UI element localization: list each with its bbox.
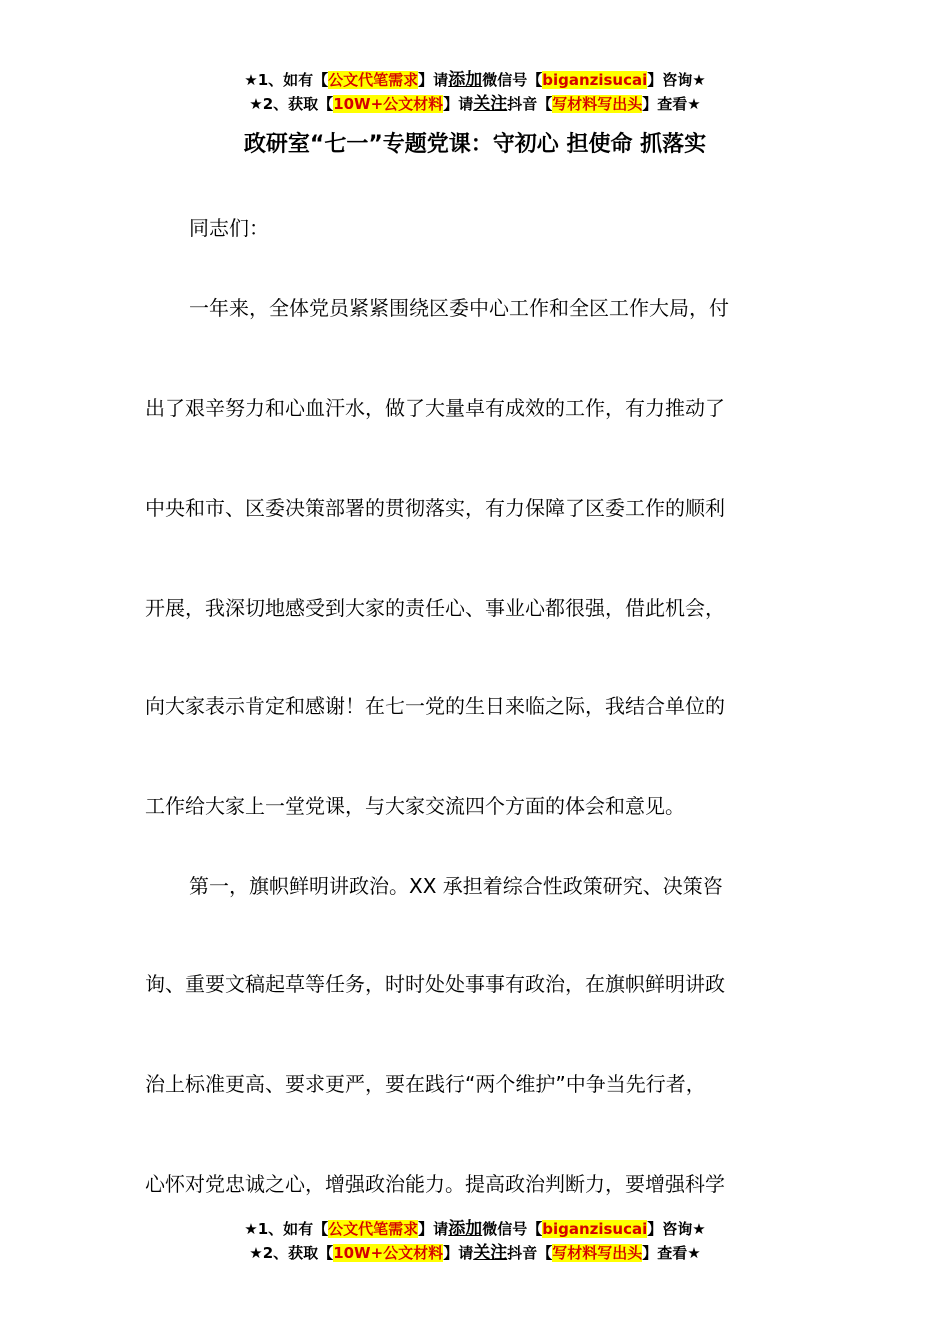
promo-text: 】咨询★ (647, 1220, 706, 1238)
promo-text: ★1、如有【 (244, 71, 329, 89)
paragraph-line: 第一，旗帜鲜明讲政治。XX 承担着综合性政策研究、决策咨 (189, 874, 723, 898)
promo-header (0, 68, 950, 116)
promo-emphasis: 关注 (473, 94, 508, 114)
promo-line-2 (0, 92, 950, 116)
promo-text: 抖音【 (507, 95, 553, 113)
promo-highlight: 10W+公文材料 (333, 95, 444, 113)
salutation: 同志们： (189, 216, 269, 240)
promo-emphasis: 添加 (448, 70, 483, 90)
paragraph-line: 心怀对党忠诚之心，增强政治能力。提高政治判断力，要增强科学 (145, 1172, 725, 1196)
promo-line-1 (0, 1217, 950, 1241)
promo-text: 】请 (418, 1220, 449, 1238)
promo-highlight: 写材料写出头 (552, 95, 643, 113)
promo-text: 】请 (443, 1244, 474, 1262)
promo-text: 】查看★ (642, 1244, 701, 1262)
promo-line-1 (0, 68, 950, 92)
paragraph-line: 工作给大家上一堂党课，与大家交流四个方面的体会和意见。 (145, 794, 685, 818)
promo-emphasis: 添加 (448, 1219, 483, 1239)
promo-text: ★2、获取【 (249, 1244, 334, 1262)
promo-text: 抖音【 (507, 1244, 553, 1262)
paragraph-line: 询、重要文稿起草等任务，时时处处事事有政治，在旗帜鲜明讲政 (145, 972, 725, 996)
promo-highlight: 写材料写出头 (552, 1244, 643, 1262)
paragraph-line: 治上标准更高、要求更严，要在践行“两个维护”中争当先行者， (145, 1072, 706, 1096)
promo-highlight: biganzisucai (542, 71, 648, 89)
promo-text: ★2、获取【 (249, 95, 334, 113)
paragraph-line: 开展，我深切地感受到大家的责任心、事业心都很强，借此机会， (145, 596, 725, 620)
promo-highlight: 公文代笔需求 (328, 71, 419, 89)
promo-text: 】咨询★ (647, 71, 706, 89)
promo-text: 】请 (443, 95, 474, 113)
promo-footer (0, 1217, 950, 1265)
paragraph-line: 出了艰辛努力和心血汗水，做了大量卓有成效的工作，有力推动了 (145, 396, 725, 420)
promo-text: 】查看★ (642, 95, 701, 113)
promo-highlight: biganzisucai (542, 1220, 648, 1238)
paragraph-line: 向大家表示肯定和感谢！在七一党的生日来临之际，我结合单位的 (145, 694, 725, 718)
page-title: 政研室“七一”专题党课：守初心 担使命 抓落实 (243, 132, 707, 157)
promo-highlight: 公文代笔需求 (328, 1220, 419, 1238)
promo-text: 】请 (418, 71, 449, 89)
promo-emphasis: 关注 (473, 1243, 508, 1263)
paragraph-line: 中央和市、区委决策部署的贯彻落实，有力保障了区委工作的顺利 (145, 496, 725, 520)
paragraph-line: 一年来，全体党员紧紧围绕区委中心工作和全区工作大局，付 (189, 296, 729, 320)
promo-text: ★1、如有【 (244, 1220, 329, 1238)
promo-text: 微信号【 (482, 71, 543, 89)
promo-highlight: 10W+公文材料 (333, 1244, 444, 1262)
promo-text: 微信号【 (482, 1220, 543, 1238)
promo-line-2 (0, 1241, 950, 1265)
